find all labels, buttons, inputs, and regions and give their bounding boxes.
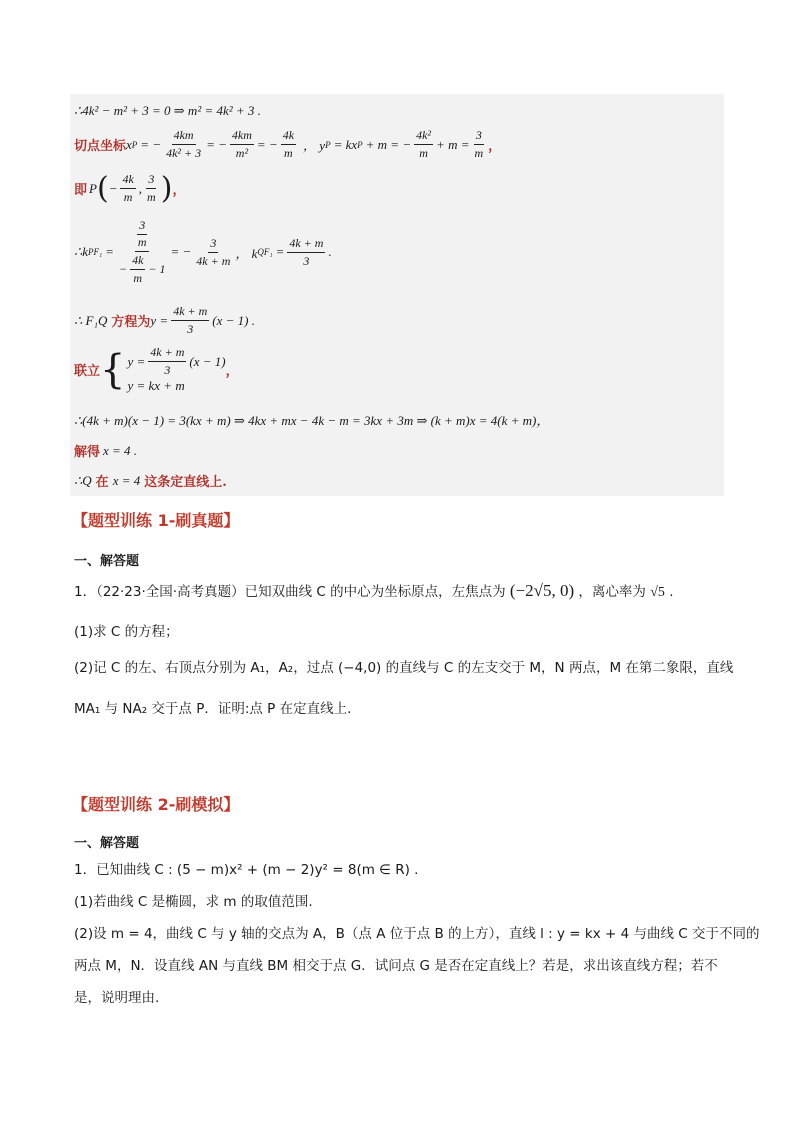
- slope-sub: PF₁: [88, 247, 103, 257]
- section-1-heading: 【题型训练 1-刷真题】: [72, 511, 240, 530]
- line-eq-label: 方程为: [111, 315, 151, 330]
- y-eq: y =: [127, 353, 146, 369]
- tangent-label: 切点坐标: [74, 139, 127, 154]
- ji-label: 即: [74, 183, 88, 198]
- fraction: [230, 128, 254, 161]
- question-2: 1．已知曲线 C : (5 − m)x² + (m − 2)y² = 8(m ∈ R) .: [74, 862, 419, 878]
- numerator: 4k + m: [148, 345, 186, 362]
- yp-rest: + m = −: [365, 136, 412, 152]
- equals: = −: [206, 136, 227, 152]
- comma: ，: [225, 364, 239, 379]
- system-rows: [127, 345, 225, 394]
- period: .: [669, 584, 674, 600]
- yp-sub: P: [325, 139, 331, 150]
- comma: ，: [172, 183, 186, 198]
- comma: ，: [488, 139, 502, 154]
- numerator: 4km: [230, 128, 254, 145]
- y-eq: y =: [150, 312, 169, 328]
- solve-label: 解得: [74, 445, 101, 460]
- eccentricity: √5: [650, 585, 665, 600]
- question-1: [74, 580, 674, 601]
- slope2-sub: QF₁: [257, 247, 273, 257]
- numerator: 3: [137, 218, 147, 235]
- numerator: 4k: [281, 128, 296, 145]
- line-tail: (x − 1) .: [212, 312, 255, 328]
- section-1-subhead: 一、解答题: [74, 554, 140, 569]
- system-row-2: y = kx + m: [127, 378, 185, 393]
- numerator: 4k + m: [171, 304, 209, 321]
- fraction: [145, 172, 158, 205]
- lianli-label: 联立: [74, 364, 101, 379]
- xp-eq: = −: [140, 136, 162, 152]
- equals: =: [105, 244, 114, 259]
- part-1: (1)求 C 的方程；: [74, 624, 179, 640]
- numerator: 4k: [120, 172, 135, 189]
- equation-text: ∴4k² − m² + 3 = 0 ⇒ m² = 4k² + 3 .: [74, 103, 261, 118]
- solution-line-f1q: [74, 304, 255, 337]
- complex-denominator: [117, 252, 168, 286]
- period: .: [328, 244, 332, 259]
- concl-mid: 在: [95, 475, 109, 490]
- q2-part-1: (1)若曲线 C 是椭圆，求 m 的取值范围.: [74, 894, 313, 910]
- fraction: [472, 128, 485, 161]
- concl-prefix: ∴Q: [74, 472, 92, 488]
- left-brace: {: [100, 346, 126, 393]
- solution-line-tangent: [74, 128, 501, 161]
- right-paren: ): [160, 170, 173, 206]
- minus: −: [108, 180, 118, 196]
- focus-point: (−2√5, 0): [509, 581, 575, 600]
- yp-sub2: P: [357, 139, 363, 150]
- sys-tail: (x − 1): [189, 353, 226, 369]
- solution-line-conclusion: [74, 471, 227, 490]
- numerator: 4k: [130, 253, 145, 270]
- numerator: 3: [474, 128, 484, 145]
- slope-prefix: ∴k: [74, 244, 89, 259]
- solve-eq: x = 4 .: [103, 442, 138, 458]
- numerator: 3: [146, 172, 156, 189]
- system-row-1: [127, 345, 225, 378]
- denominator: m: [419, 146, 428, 160]
- xp-label: x: [126, 136, 132, 152]
- derivation: ∴(4k + m)(x − 1) = 3(kx + m) ⇒ 4kx + mx − 4k − m = 3kx + 3m ⇒ (k + m)x = 4(k + m)，: [74, 413, 550, 428]
- complex-fraction: [117, 218, 168, 286]
- numerator: 4km: [172, 128, 196, 145]
- slope2-prefix: ， k: [235, 245, 258, 261]
- denominator: m: [133, 271, 143, 285]
- numerator: 3: [208, 236, 218, 253]
- denominator: 3: [164, 363, 171, 377]
- solution-line-point-p: [74, 172, 185, 205]
- denominator: m: [474, 146, 484, 160]
- fraction: [194, 236, 232, 269]
- complex-numerator: [135, 218, 149, 252]
- denominator: m: [147, 190, 156, 204]
- question-intro: 1．（22·23·全国·高考真题）已知双曲线 C 的中心为坐标原点，左焦点为: [74, 584, 506, 600]
- ecc-label: ，离心率为: [578, 584, 646, 600]
- solution-line-slopes: [74, 218, 332, 286]
- yp-label: ， y: [303, 138, 326, 153]
- solution-line-solve: [74, 441, 137, 460]
- solution-line-system: [74, 345, 239, 394]
- fraction: [287, 236, 325, 269]
- part-2-line-2: MA₁ 与 NA₂ 交于点 P．证明:点 P 在定直线上.: [74, 701, 352, 717]
- fraction: [414, 128, 433, 161]
- equals: = −: [170, 244, 192, 259]
- yp-eq: = kx: [333, 136, 358, 152]
- solution-line-derive: [74, 410, 549, 429]
- point-p: P: [89, 180, 97, 196]
- denominator: 4k² + 3: [166, 146, 202, 160]
- fraction: [281, 128, 296, 161]
- denominator: m: [284, 146, 293, 160]
- left-paren: (: [96, 170, 109, 206]
- concl-tail: 这条定直线上.: [144, 475, 227, 490]
- equals: = −: [256, 136, 278, 152]
- q2-part-2-line-2: 两点 M，N．设直线 AN 与直线 BM 相交于点 G．试问点 G 是否在定直线上？若是，求出该直线方程；若不: [74, 958, 718, 974]
- concl-eq: x = 4: [112, 472, 141, 488]
- equals: =: [275, 244, 285, 259]
- section-2-heading: 【题型训练 2-刷模拟】: [72, 795, 240, 814]
- solution-line-1: [74, 103, 261, 119]
- fraction: [171, 304, 209, 337]
- minus: −: [118, 262, 128, 276]
- fraction: [130, 253, 145, 286]
- fraction: [164, 128, 203, 161]
- section-2-subhead: 一、解答题: [74, 836, 140, 851]
- minus-one: − 1: [148, 262, 166, 276]
- numerator: 4k + m: [287, 236, 325, 253]
- denominator: 3: [303, 253, 310, 268]
- numerator: 4k²: [414, 128, 433, 145]
- yp-rest2: + m =: [436, 136, 470, 152]
- comma-sep: ,: [138, 180, 143, 196]
- fraction: [120, 172, 135, 205]
- denominator: 3: [187, 322, 194, 336]
- denominator: m: [123, 190, 133, 204]
- part-2-line-1: (2)记 C 的左、右顶点分别为 A₁，A₂，过点 (−4,0) 的直线与 C 的左支交于 M，N 两点，M 在第二象限，直线: [74, 660, 734, 676]
- denominator: m²: [235, 146, 249, 160]
- q2-part-2-line-1: (2)设 m = 4，曲线 C 与 y 轴的交点为 A，B（点 A 位于点 B 的上方），直线 l : y = kx + 4 与曲线 C 交于不同的: [74, 926, 760, 942]
- denominator: 4k + m: [196, 253, 231, 268]
- denominator: m: [137, 235, 147, 249]
- fraction: [148, 345, 186, 378]
- xp-sub: P: [131, 139, 138, 150]
- line-prefix: ∴ F₁Q: [74, 312, 108, 328]
- q2-part-2-line-3: 是，说明理由.: [74, 990, 160, 1006]
